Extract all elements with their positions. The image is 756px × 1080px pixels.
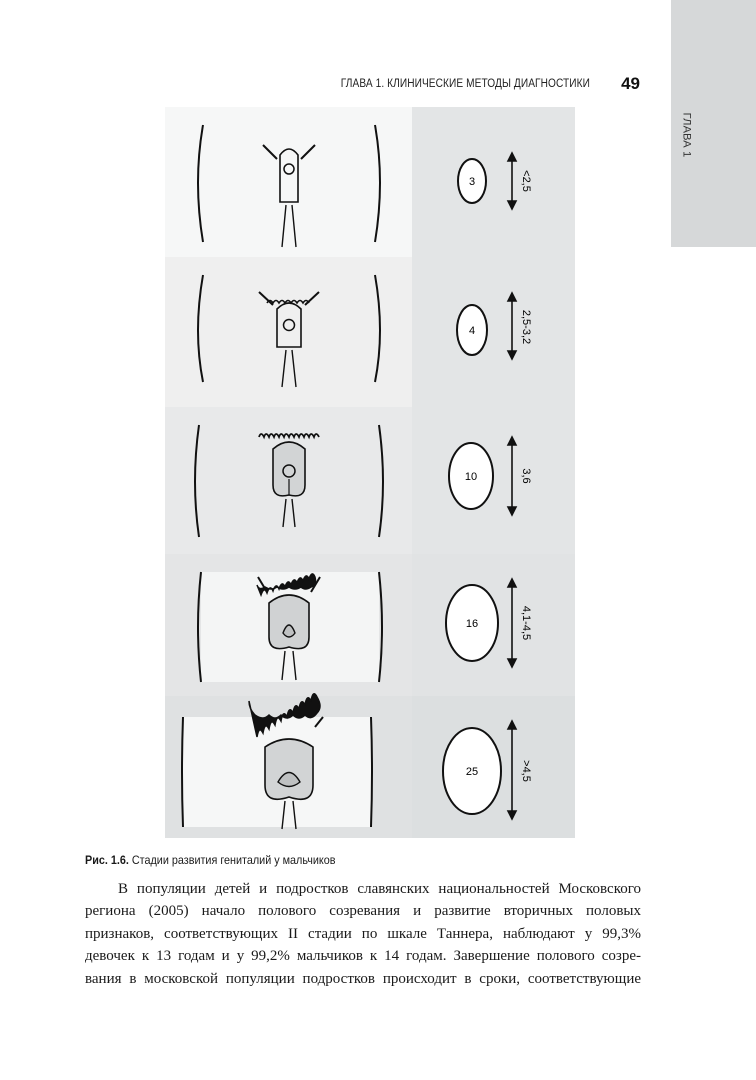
stage-4-size-label: 4,1-4,5 <box>520 605 532 641</box>
body-line: региона (2005) начало полового созревания и развитие вторичных половых <box>85 903 641 920</box>
stage-row-3 <box>165 407 575 554</box>
stage-row-1 <box>165 107 575 257</box>
chapter-side-tab-label: ГЛАВА 1 <box>680 112 692 158</box>
tanner-stages-figure <box>165 107 575 838</box>
body-line: девочек к 13 годам и у 99,2% мальчиков к 14 годам. Завершение полового созре- <box>85 948 641 965</box>
stage-row-4 <box>165 554 575 696</box>
stage-5-size-label: >4,5 <box>520 760 532 782</box>
figure-caption-label: Рис. 1.6. <box>85 853 129 867</box>
body-paragraph <box>85 878 641 990</box>
figure-caption-text: Стадии развития гениталий у мальчиков <box>128 853 336 867</box>
stage-2-volume: 4 <box>468 325 476 337</box>
stage-row-2 <box>165 257 575 407</box>
stage-2-size-label: 2,5-3,2 <box>520 309 532 345</box>
figure-caption <box>85 853 589 867</box>
stage-1-volume: 3 <box>468 176 476 188</box>
stage-row-5 <box>165 694 575 838</box>
stage-4-illustration <box>198 572 382 682</box>
running-title: ГЛАВА 1. КЛИНИЧЕСКИЕ МЕТОДЫ ДИАГНОСТИКИ <box>340 78 590 90</box>
body-line: признаков, соответствующих II стадии по шкале Таннера, наблюдают у 99,3% <box>85 925 641 942</box>
stage-1-size-label: <2,5 <box>520 170 532 192</box>
stage-5-volume: 25 <box>465 766 479 778</box>
stage-3-volume: 10 <box>464 471 478 483</box>
stage-3-size-label: 3,6 <box>520 468 532 484</box>
body-line: вания в московской популяции подростков происходит в сроки, соответствующие <box>85 970 641 987</box>
stage-4-volume: 16 <box>465 618 479 630</box>
page-number: 49 <box>621 74 640 93</box>
body-line: В популяции детей и подростков славянских национальностей Московского <box>118 881 641 897</box>
